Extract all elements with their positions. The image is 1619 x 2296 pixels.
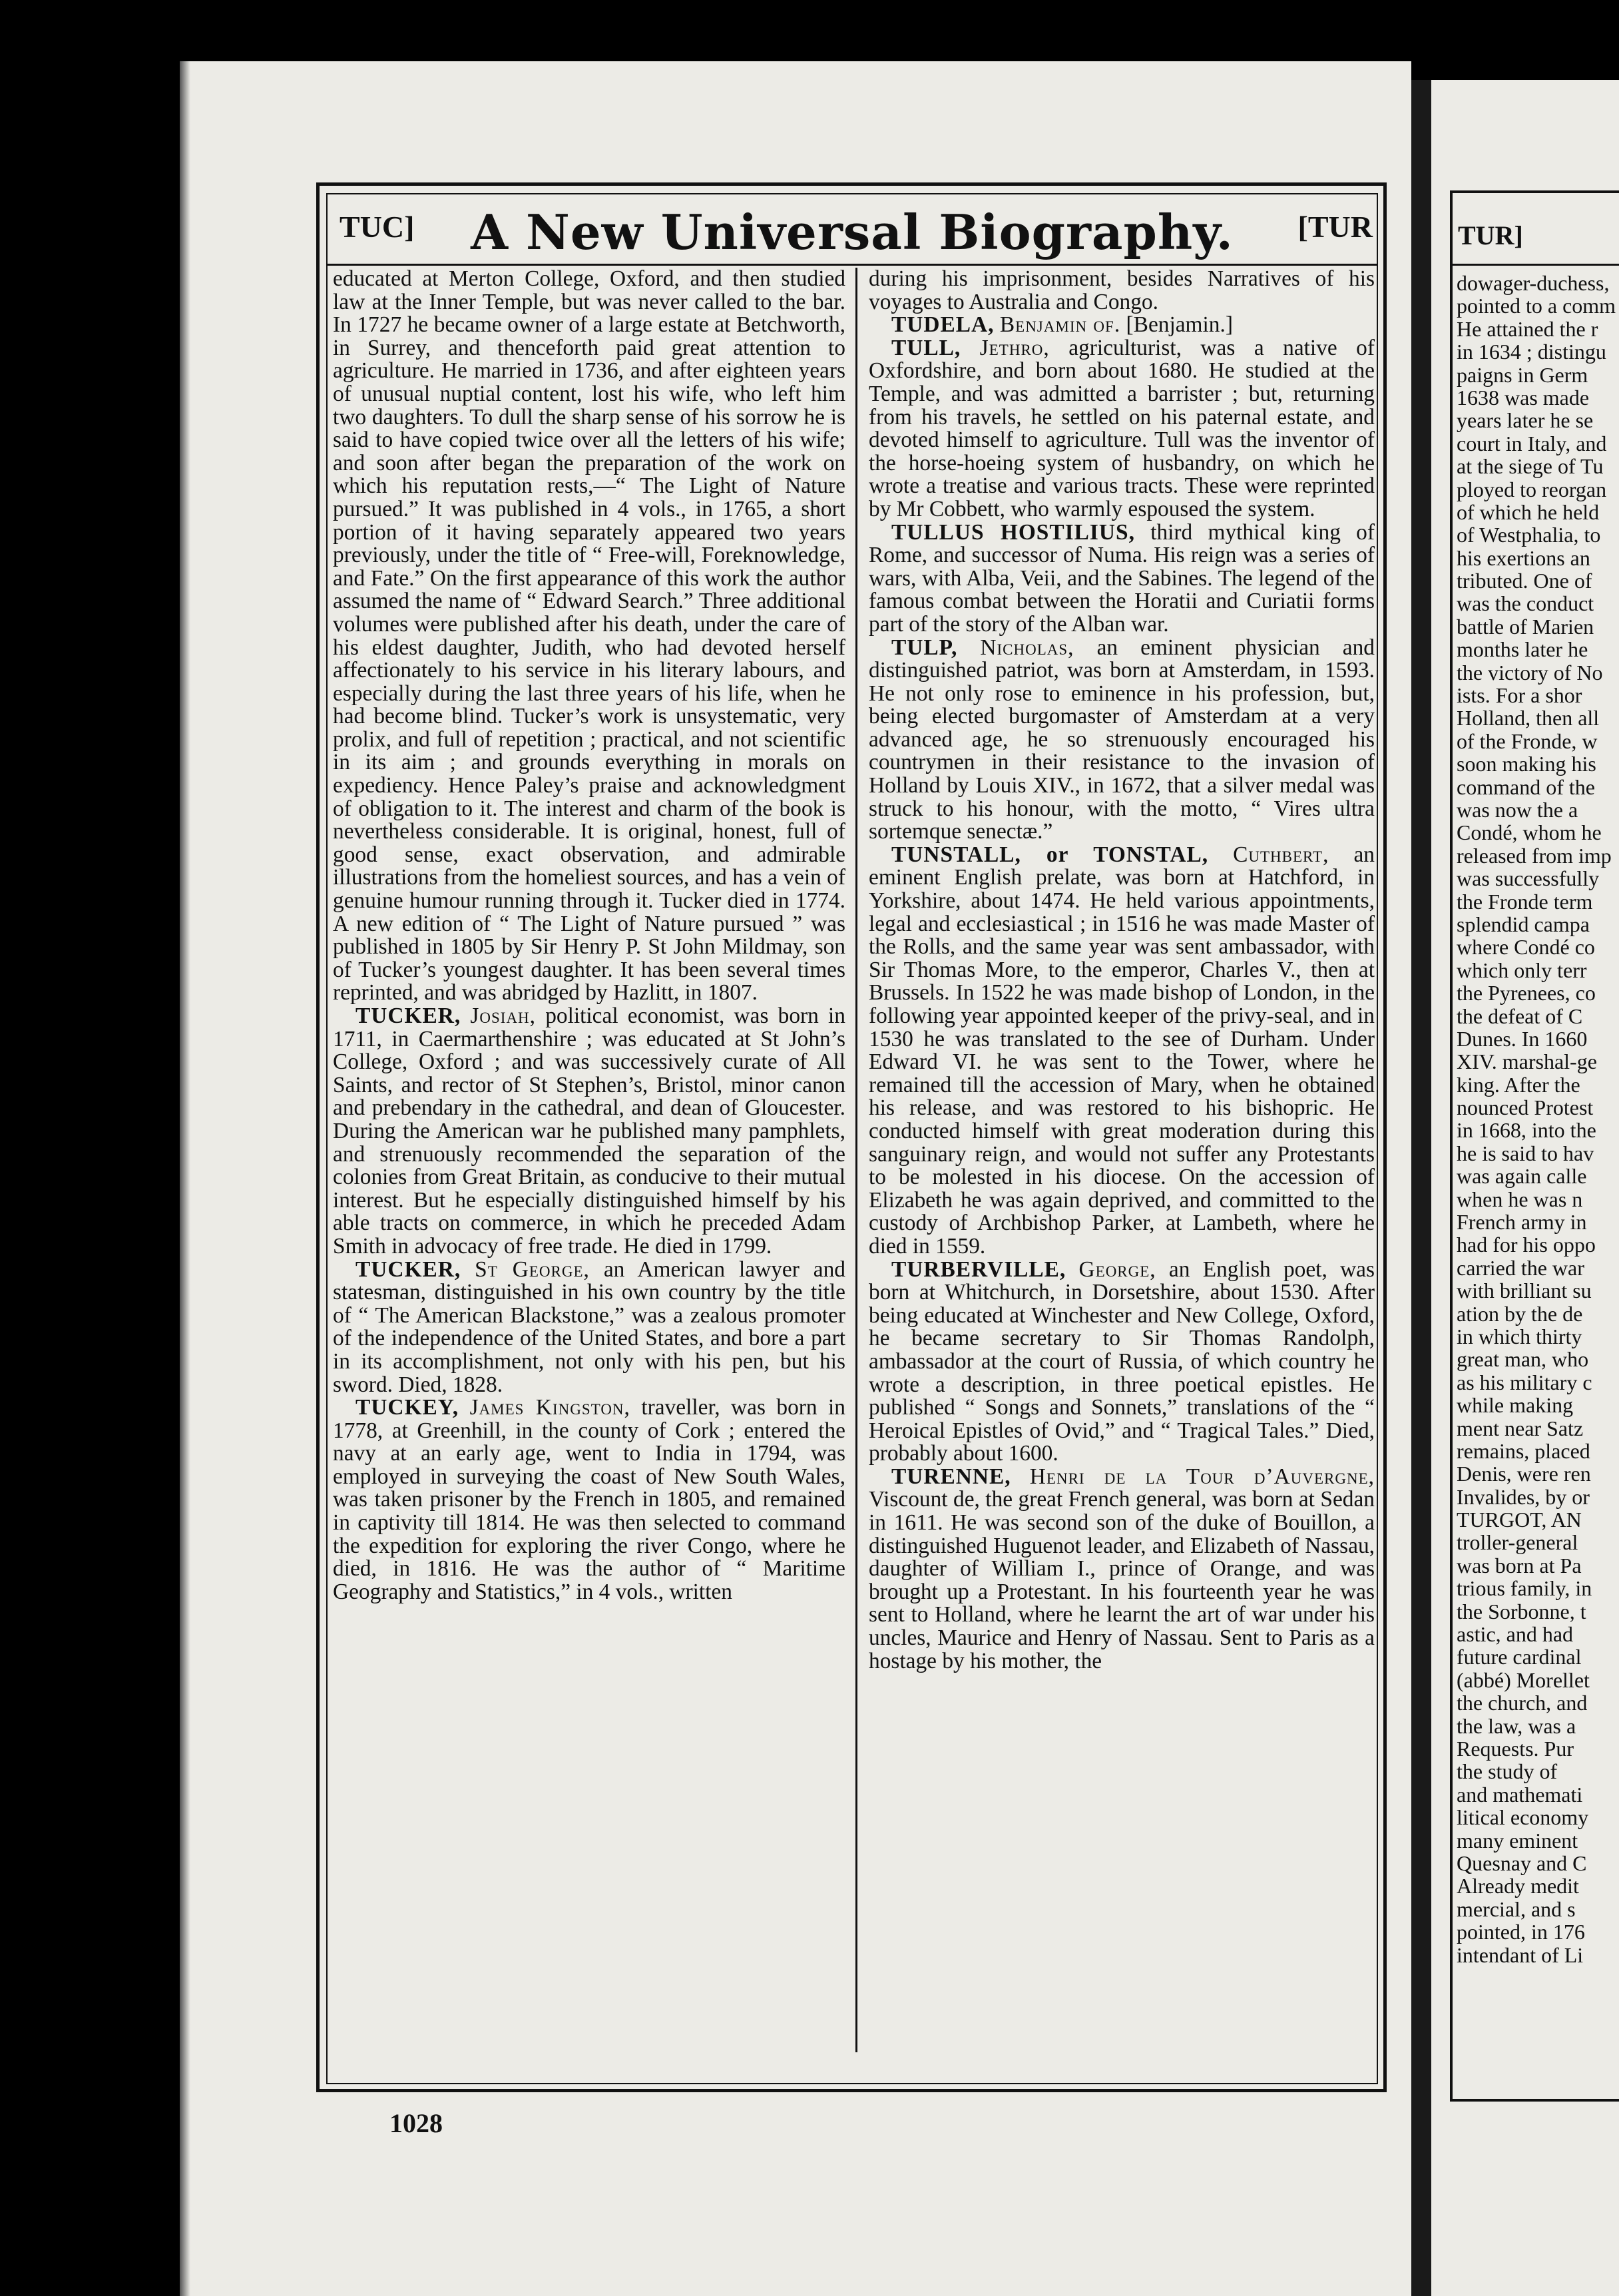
adjacent-page-line: 1638 was made <box>1457 385 1590 410</box>
entry-text: [Benjamin.] <box>1126 312 1233 338</box>
adjacent-page-line: French army in <box>1457 1210 1587 1235</box>
adjacent-page-line: (abbé) Morellet <box>1457 1667 1590 1692</box>
entry-text: political economist, was born in 1711, in Caermarthenshire ; was educated at St John’s College, Oxford ; and was successively curate of All Saints, and rector of St Stephen’s, Bristol, minor canon and prebendary in the cathedral, and dean of Gloucester. During the American war he published many pamphlets, and strenuously recommended the separation of the colonies from Great Britain, as conducive to their mutual interest. But he especially distinguished himself by his able tracts on commerce, in which he preceded Adam Smith in advocacy of free trade. He died in 1799. <box>333 1004 845 1259</box>
adjacent-page-line: pointed to a comm <box>1457 294 1616 318</box>
entry-text: third mythical king of Rome, and successor of Numa. His reign was a series of wars, with Alba, Veii, and the Sabines. The legend of the famous combat between the Horatii and Curiatii forms part of the story of the Alban war. <box>869 519 1375 637</box>
adjacent-page-line: ists. For a shor <box>1457 683 1582 708</box>
column-divider <box>855 268 857 2052</box>
adjacent-page-line: tributed. One of <box>1457 569 1592 593</box>
entry-paragraph <box>869 521 1375 637</box>
running-header <box>326 194 1378 266</box>
entry-text: during his imprisonment, besides Narratives of his voyages to Australia and Congo. <box>869 268 1375 314</box>
adjacent-page-line: court in Italy, and <box>1457 431 1607 455</box>
entry-paragraph <box>869 1259 1375 1466</box>
adjacent-page-rule <box>1450 264 1619 266</box>
header-title: A New Universal Biography. <box>471 204 1234 260</box>
entry-headword: TURBERVILLE, <box>891 1257 1066 1282</box>
adjacent-page-line: future cardinal <box>1457 1645 1582 1669</box>
adjacent-page-line: Requests. Pur <box>1457 1737 1574 1761</box>
entry-text: Viscount de, the great French general, was born at Sedan in 1611. He was second son of the duke of Bouillon, a distinguished Huguenot leader, and Elizabeth of Nassau, daughter of William I., prince of Orange, and was brought up a Protestant. In his fourteenth year he was sent to Holland, where he learnt the art of war under his uncles, Maurice and Henry of Nassau. Sent to Paris as a hostage by his mother, the <box>869 1487 1375 1673</box>
adjacent-page-line: the law, was a <box>1457 1713 1576 1738</box>
adjacent-page-line: great man, who <box>1457 1347 1589 1372</box>
adjacent-page-line: years later he se <box>1457 408 1594 433</box>
adjacent-page-line: ment near Satz <box>1457 1416 1584 1440</box>
adjacent-page-line: ation by the de <box>1457 1301 1583 1326</box>
adjacent-page-line: where Condé co <box>1457 935 1595 960</box>
adjacent-page-line: the Pyrenees, co <box>1457 981 1596 1005</box>
adjacent-page-line: the church, and <box>1457 1691 1588 1715</box>
entry-paragraph <box>333 1005 845 1259</box>
adjacent-page-line: command of the <box>1457 774 1595 799</box>
entry-headword: TURENNE, <box>891 1464 1011 1489</box>
entry-forename: Nicholas, <box>980 635 1074 660</box>
adjacent-page-line: in which thirty <box>1457 1324 1582 1348</box>
entry-forename: Jethro, <box>979 335 1050 360</box>
entry-headword: TULL, <box>891 335 961 360</box>
entry-paragraph <box>869 268 1375 314</box>
adjacent-page-line: troller-general <box>1457 1530 1578 1555</box>
adjacent-page-line: soon making his <box>1457 752 1596 776</box>
adjacent-page-line: the Fronde term <box>1457 889 1593 914</box>
adjacent-page-line: of which he held <box>1457 499 1600 524</box>
adjacent-page-line: was again calle <box>1457 1164 1587 1189</box>
entry-paragraph <box>333 1396 845 1603</box>
adjacent-page-line: as his military c <box>1457 1370 1592 1394</box>
adjacent-page-line: paigns in Germ <box>1457 362 1588 387</box>
adjacent-page-line: Dunes. In 1660 <box>1457 1026 1588 1051</box>
entry-paragraph <box>869 337 1375 521</box>
adjacent-page-line: of Westphalia, to <box>1457 523 1601 547</box>
adjacent-page-column <box>1457 272 1619 2070</box>
entry-paragraph <box>869 637 1375 844</box>
entry-forename: James Kingston, <box>469 1395 630 1420</box>
adjacent-page-line: the victory of No <box>1457 660 1603 685</box>
adjacent-page-line: splendid campa <box>1457 912 1590 936</box>
adjacent-page-header: TUR] <box>1458 220 1523 250</box>
adjacent-page-line: Already medit <box>1457 1874 1579 1898</box>
adjacent-page-line: when he was n <box>1457 1187 1583 1211</box>
entry-forename: Henri de la Tour d’Auvergne, <box>1029 1464 1375 1489</box>
adjacent-page-line: TURGOT, AN <box>1457 1508 1582 1532</box>
adjacent-page-line: Quesnay and C <box>1457 1851 1587 1875</box>
entry-paragraph <box>869 1466 1375 1673</box>
header-rule <box>326 264 1378 266</box>
entry-text: traveller, was born in 1778, at Greenhill, in the county of Cork ; entered the navy at an early age, went to India in 1794, was employed in surveying the coast of New South Wales, was taken prisoner by the French in 1805, and remained in captivity till 1814. He was then selected to command the expedition for exploring the river Congo, where he died, in 1816. He was the author of “ Maritime Geography and Statistics,” in 4 vols., written <box>333 1395 845 1604</box>
adjacent-page-line: the defeat of C <box>1457 1004 1583 1028</box>
adjacent-page-line: many eminent <box>1457 1828 1578 1853</box>
adjacent-page-line: in 1634 ; distingu <box>1457 340 1606 364</box>
entry-forename: Cuthbert, <box>1233 842 1329 867</box>
adjacent-page-line: was now the a <box>1457 797 1578 822</box>
adjacent-page-line: was the conduct <box>1457 591 1594 616</box>
header-left-keyword: TUC] <box>340 210 415 244</box>
entry-headword: TULP, <box>891 635 958 660</box>
entry-text: an American lawyer and statesman, distinguished in his own country by the title of “ The American Blackstone,” was a zealous promoter of the independence of the United States, and bore a part in its accomplishment, not only with his pen, but his sword. Died, 1828. <box>333 1257 845 1397</box>
entry-headword: TULLUS HOSTILIUS, <box>891 519 1135 545</box>
adjacent-page-line: litical economy <box>1457 1805 1589 1830</box>
adjacent-page-line: released from imp <box>1457 843 1612 868</box>
adjacent-page-line: remains, placed <box>1457 1438 1590 1463</box>
entry-headword: TUDELA, <box>891 312 995 338</box>
adjacent-page-line: Condé, whom he <box>1457 820 1602 845</box>
entry-text: an eminent English prelate, was born at Hatchford, in Yorkshire, about 1474. He held various appointments, legal and ecclesiastical ; in 1516 he was made Master of the Rolls, and the same year was sent ambassador, with Sir Thomas More, to the emperor, Charles V., then at Brussels. In 1522 he was made bishop of London, in the following year appointed keeper of the privy-seal, and in 1530 he was translated to the see of Durham. Under Edward VI. he was sent to the Tower, where he remained till the accession of Mary, when he obtained his release, and was restored to his bishopric. He conducted himself with great moderation during this sanguinary reign, and would not suffer any Protestants to be molested in his diocese. On the accession of Elizabeth he was again deprived, and committed to the custody of Archbishop Parker, at Lambeth, where he died in 1559. <box>869 842 1375 1259</box>
entry-paragraph <box>869 844 1375 1259</box>
adjacent-page-line: mercial, and s <box>1457 1896 1576 1921</box>
adjacent-page-line: was born at Pa <box>1457 1553 1582 1578</box>
entry-forename: Josiah, <box>470 1004 537 1028</box>
adjacent-page-line: Denis, were ren <box>1457 1462 1591 1486</box>
adjacent-page-line: his exertions an <box>1457 545 1590 570</box>
entry-headword: TUCKER, <box>355 1257 461 1282</box>
page-fold-edge <box>1411 80 1431 2296</box>
entry-paragraph <box>333 268 845 1005</box>
entry-text: an English poet, was born at Whitchurch, in Dorsetshire, about 1530. After being educated at Winchester and New College, Oxford, he became secretary to Sir Thomas Randolph, ambassador at the court of Russia, of which country he wrote a description, in three poetical epistles. He published “ Songs and Sonnets,” translations of the “ Heroical Epistles of Ovid,” and “ Tragical Tales.” Died, probably about 1600. <box>869 1257 1375 1466</box>
entry-paragraph <box>869 314 1375 337</box>
adjacent-page-line: king. After the <box>1457 1072 1580 1097</box>
adjacent-page-line: astic, and had <box>1457 1622 1574 1647</box>
entry-headword: TUCKER, <box>355 1004 461 1028</box>
adjacent-page-line: and mathemati <box>1457 1782 1583 1807</box>
adjacent-page-line: carried the war <box>1457 1255 1584 1280</box>
header-right-keyword: [TUR <box>1297 210 1373 244</box>
entry-text: an eminent physician and distinguished patriot, was born at Amsterdam, in 1593. He not only rose to eminence in his profession, but, being elected burgomaster of Amsterdam at a very advanced age, he so strenuously encouraged his countrymen in their resistance to the invasion of Holland by Louis XIV., in 1672, that a silver medal was struck to his honour, with the motto, “ Vires ultra sortemque senectæ.” <box>869 635 1375 844</box>
entry-forename: St George, <box>475 1257 590 1282</box>
page-gutter-shadow <box>180 61 190 2296</box>
adjacent-page-line: months later he <box>1457 637 1588 662</box>
adjacent-page-line: at the siege of Tu <box>1457 454 1604 479</box>
adjacent-page-line: trious family, in <box>1457 1576 1592 1601</box>
entry-headword: TUCKEY, <box>355 1395 459 1420</box>
right-column <box>869 268 1375 2052</box>
adjacent-page-line: of the Fronde, w <box>1457 728 1598 753</box>
adjacent-page-line: dowager-duchess, <box>1457 272 1610 295</box>
entry-text: educated at Merton College, Oxford, and then studied law at the Inner Temple, but was never called to the bar. In 1727 he became owner of a large estate at Betchworth, in Surrey, and thenceforth paid great attention to agriculture. He married in 1736, and after eighteen years of unusual nuptial content, lost his wife, who left him two daughters. To dull the sharp sense of his sorrow he is said to have copied twice over all the letters of his wife; and soon after began the preparation of the work on which his reputation rests,—“ The Light of Nature pursued.” It was published in 4 vols., in 1765, a short portion of it having separately appeared two years previously, under the title of “ Free-will, Foreknowledge, and Fate.” On the first appearance of this work the author assumed the name of “ Edward Search.” Three additional volumes were published after his death, under the care of his eldest daughter, Judith, who had devoted herself affectionately to his service in his literary labours, and especially during the last three years of his life, when he had become blind. Tucker’s work is unsystematic, very prolix, and full of repetition ; practical, and not scientific in its aim ; and grounds everything in morals on expediency. Hence Paley’s praise and acknowledgment of obligation to it. The interest and charm of the book is nevertheless considerable. It is original, honest, full of good sense, exact observation, and admirable illustrations from the homeliest sources, and has a vein of genuine humour running through it. Tucker died in 1774. A new edition of “ The Light of Nature pursued ” was published in 1805 by Sir Henry P. St John Mildmay, son of Tucker’s youngest daughter. It has been several times reprinted, and was abridged by Hazlitt, in 1807. <box>333 268 845 1005</box>
adjacent-page-line: with brilliant su <box>1457 1279 1592 1303</box>
adjacent-page-line: He attained the r <box>1457 316 1598 341</box>
entry-forename: Benjamin of. <box>999 312 1121 338</box>
left-column <box>333 268 845 2052</box>
entry-headword: TUNSTALL, or TONSTAL, <box>891 842 1209 867</box>
adjacent-page-line: while making <box>1457 1393 1574 1418</box>
adjacent-page-line: Holland, then all <box>1457 706 1600 730</box>
adjacent-page-line: ployed to reorgan <box>1457 477 1607 501</box>
adjacent-page-line: the Sorbonne, t <box>1457 1599 1586 1623</box>
adjacent-page-line: in 1668, into the <box>1457 1118 1596 1143</box>
entry-text: agriculturist, was a native of Oxfordshire, and born about 1680. He studied at the Temple, and was admitted a barrister ; but, returning from his travels, he settled on his paternal estate, and devoted himself to agriculture. Tull was the inventor of the horse-hoeing system of husbandry, on which he wrote a treatise and various tracts. These were reprinted by Mr Cobbett, who warmly espoused the system. <box>869 335 1375 521</box>
adjacent-page-line: pointed, in 176 <box>1457 1920 1585 1944</box>
entry-forename: George, <box>1078 1257 1156 1282</box>
adjacent-page-line: XIV. marshal-ge <box>1457 1049 1597 1074</box>
adjacent-page-line: was successfully <box>1457 866 1600 891</box>
adjacent-page-line: nounced Protest <box>1457 1095 1594 1120</box>
adjacent-page-line: had for his oppo <box>1457 1233 1596 1257</box>
adjacent-page-line: Invalides, by or <box>1457 1484 1590 1509</box>
adjacent-page-line: battle of Marien <box>1457 614 1594 639</box>
entry-paragraph <box>333 1259 845 1397</box>
adjacent-page-line: which only terr <box>1457 958 1587 982</box>
adjacent-page-line: the study of <box>1457 1759 1558 1784</box>
adjacent-page-line: intendant of Li <box>1457 1942 1584 1967</box>
adjacent-page-line: he is said to hav <box>1457 1141 1594 1165</box>
page-number: 1028 <box>389 2108 443 2138</box>
